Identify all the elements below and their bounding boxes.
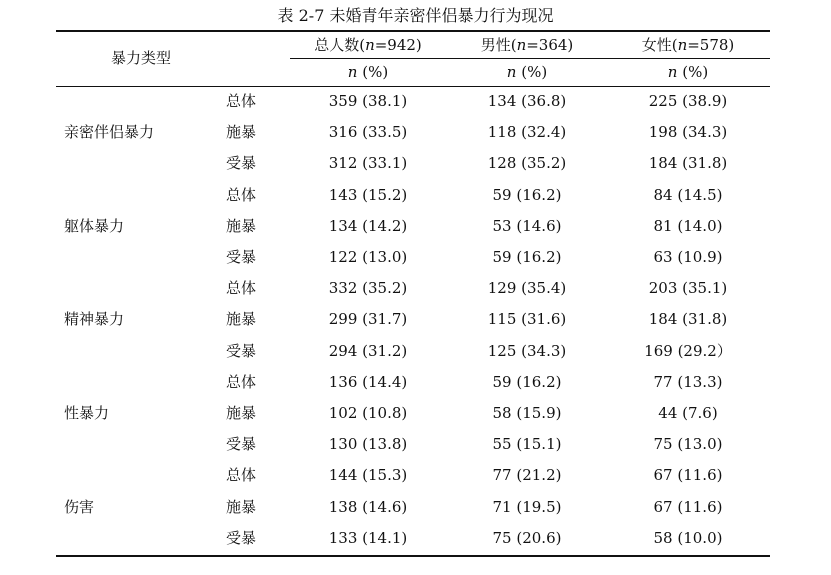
- row-sub-label: 总体: [226, 372, 257, 391]
- cell-female: 63 (10.9): [653, 248, 723, 266]
- cell-female: 184 (31.8): [648, 154, 728, 173]
- header-total: 总人数(n=942): [314, 36, 422, 54]
- cell-female: 203 (35.1): [648, 279, 728, 298]
- cell-total: 122 (13.0): [328, 248, 408, 266]
- row-sub-label: 受暴: [226, 435, 257, 454]
- top-rule: [56, 30, 770, 32]
- row-sub-label: 受暴: [226, 154, 257, 173]
- row-sub-label: 受暴: [226, 341, 257, 360]
- cell-male: 59 (16.2): [492, 185, 562, 204]
- bottom-rule: [56, 555, 770, 557]
- cell-male: 71 (19.5): [492, 497, 562, 516]
- cell-male: 53 (14.6): [492, 216, 562, 235]
- row-sub-label: 施暴: [226, 497, 257, 516]
- cell-female: 184 (31.8): [648, 310, 728, 329]
- row-sub-label: 总体: [226, 185, 257, 204]
- cell-female: 84 (14.5): [653, 185, 723, 204]
- row-sub-label: 总体: [226, 92, 257, 110]
- group-label: 精神暴力: [64, 310, 125, 329]
- row-sub-label: 受暴: [226, 528, 257, 547]
- header-unit-female: n (%): [667, 63, 709, 81]
- cell-total: 312 (33.1): [328, 154, 408, 173]
- cell-total: 299 (31.7): [328, 310, 408, 329]
- row-sub-label: 总体: [226, 466, 257, 485]
- group-label: 伤害: [64, 497, 95, 516]
- cell-total: 136 (14.4): [328, 372, 408, 391]
- cell-male: 134 (36.8): [487, 92, 567, 110]
- cell-female: 169 (29.2）: [644, 341, 732, 360]
- cell-male: 75 (20.6): [492, 528, 562, 547]
- cell-female: 225 (38.9): [648, 92, 728, 110]
- cell-female: 75 (13.0): [653, 435, 723, 454]
- group-label: 性暴力: [64, 404, 110, 422]
- cell-male: 118 (32.4): [487, 123, 567, 142]
- cell-female: 81 (14.0): [653, 216, 723, 235]
- row-sub-label: 施暴: [226, 216, 257, 235]
- cell-total: 316 (33.5): [328, 123, 408, 142]
- cell-total: 332 (35.2): [328, 279, 408, 298]
- cell-total: 138 (14.6): [328, 497, 408, 516]
- group-label: 躯体暴力: [64, 216, 125, 235]
- table-title: 表 2-7 未婚青年亲密伴侣暴力行为现况: [277, 6, 554, 25]
- cell-male: 125 (34.3): [487, 341, 567, 360]
- cell-total: 359 (38.1): [328, 92, 408, 110]
- cell-male: 129 (35.4): [487, 279, 567, 298]
- cell-total: 134 (14.2): [328, 216, 408, 235]
- cell-male: 128 (35.2): [487, 154, 567, 173]
- row-sub-label: 总体: [226, 279, 257, 298]
- header-sub-rule: [290, 58, 770, 59]
- cell-total: 294 (31.2): [328, 341, 408, 360]
- cell-female: 44 (7.6): [658, 404, 718, 422]
- group-label: 亲密伴侣暴力: [64, 123, 155, 142]
- cell-total: 133 (14.1): [328, 528, 408, 547]
- row-sub-label: 施暴: [226, 123, 257, 142]
- cell-total: 130 (13.8): [328, 435, 408, 454]
- header-unit-total: n (%): [347, 63, 389, 81]
- row-sub-label: 施暴: [226, 310, 257, 329]
- cell-total: 143 (15.2): [328, 185, 408, 204]
- row-sub-label: 施暴: [226, 404, 257, 422]
- header-female: 女性(n=578): [641, 36, 735, 54]
- header-violence-type: 暴力类型: [110, 49, 171, 67]
- cell-female: 58 (10.0): [653, 528, 723, 547]
- header-male: 男性(n=364): [480, 36, 574, 54]
- cell-total: 144 (15.3): [328, 466, 408, 485]
- cell-male: 115 (31.6): [487, 310, 567, 329]
- cell-female: 67 (11.6): [653, 497, 723, 516]
- cell-male: 59 (16.2): [492, 372, 562, 391]
- header-bottom-rule: [56, 86, 770, 87]
- cell-male: 59 (16.2): [492, 248, 562, 266]
- cell-male: 58 (15.9): [492, 404, 562, 422]
- cell-male: 77 (21.2): [492, 466, 562, 485]
- header-unit-male: n (%): [506, 63, 548, 81]
- cell-total: 102 (10.8): [328, 404, 408, 422]
- cell-male: 55 (15.1): [492, 435, 562, 454]
- row-sub-label: 受暴: [226, 248, 257, 266]
- cell-female: 198 (34.3): [648, 123, 728, 142]
- cell-female: 67 (11.6): [653, 466, 723, 485]
- cell-female: 77 (13.3): [653, 372, 723, 391]
